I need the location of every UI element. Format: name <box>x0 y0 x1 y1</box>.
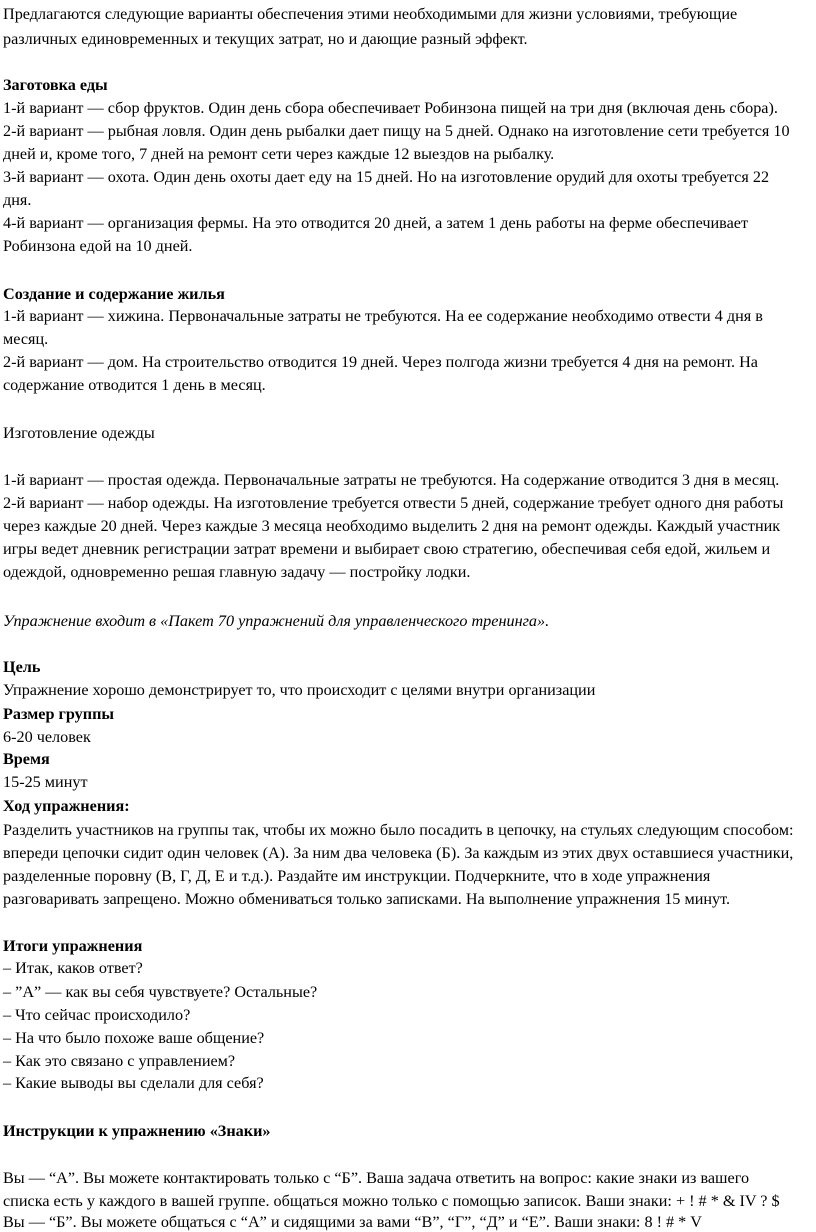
results-item: – Итак, каков ответ? <box>3 959 143 977</box>
procedure-line: впереди цепочки сидит один человек (А). За ним два человека (Б). За каждым из этих двух оставшиеся участники, <box>3 844 794 862</box>
goal-heading: Цель <box>3 658 41 676</box>
food-line: 4-й вариант — организация фермы. На это отводится 20 дней, а затем 1 день работы на ферме обеспечивает <box>3 214 749 232</box>
results-item: – Какие выводы вы сделали для себя? <box>3 1074 264 1092</box>
intro-line: различных единовременных и текущих затрат, но и дающие разный эффект. <box>3 30 528 48</box>
intro-line: Предлагаются следующие варианты обеспечения этими необходимыми для жизни условиями, требующие <box>3 5 738 23</box>
food-line: 1-й вариант — сбор фруктов. Один день сбора обеспечивает Робинзона пищей на три дня (включая день сбора). <box>3 99 778 117</box>
instructions-heading: Инструкции к упражнению «Знаки» <box>3 1122 271 1140</box>
time-text: 15-25 минут <box>3 773 88 791</box>
food-line: дней и, кроме того, 7 дней на ремонт сети через каждые 12 выездов на рыбалку. <box>3 145 555 163</box>
instructions-line: Вы — “Б”. Вы можете общаться с “А” и сидящими за вами “В”, “Г”, “Д” и “Е”. Ваши знаки: 8 ! # * V <box>3 1213 702 1231</box>
group-size-heading: Размер группы <box>3 705 115 723</box>
procedure-line: разделенные поровну (В, Г, Д, Е и т.д.). Раздайте им инструкции. Подчеркните, что в ходе упражнения <box>3 867 711 885</box>
time-heading: Время <box>3 750 50 768</box>
instructions-line: списка есть у каждого в вашей группе. общаться можно только с помощью записок. Ваши знаки: + ! # * & IV ? $ <box>3 1192 780 1210</box>
results-item: – ”А” — как вы себя чувствуете? Остальные? <box>3 983 318 1001</box>
source-note: Упражнение входит в «Пакет 70 упражнений для управленческого тренинга». <box>3 612 550 630</box>
results-item: – Что сейчас происходило? <box>3 1006 191 1024</box>
clothing-line: одеждой, одновременно решая главную задачу — постройку лодки. <box>3 563 471 581</box>
results-item: – Как это связано с управлением? <box>3 1052 236 1070</box>
results-heading: Итоги упражнения <box>3 937 143 955</box>
procedure-heading: Ход упражнения: <box>3 797 130 815</box>
goal-text: Упражнение хорошо демонстрирует то, что происходит с целями внутри организации <box>3 681 596 699</box>
housing-line: месяц. <box>3 330 49 348</box>
food-line: дня. <box>3 191 32 209</box>
clothing-line: через каждые 20 дней. Через каждые 3 месяца необходимо выделить 2 дня на ремонт одежды. Каждый участник <box>3 517 781 535</box>
food-line: 3-й вариант — охота. Один день охоты дает еду на 15 дней. Но на изготовление орудий для охоты требуется 22 <box>3 168 770 186</box>
clothing-line: 1-й вариант — простая одежда. Первоначальные затраты не требуются. На содержание отводится 3 дня в месяц. <box>3 471 780 489</box>
food-heading: Заготовка еды <box>3 76 108 94</box>
procedure-line: разговаривать запрещено. Можно обмениваться только записками. На выполнение упражнения 15 минут. <box>3 890 731 908</box>
food-line: 2-й вариант — рыбная ловля. Один день рыбалки дает пищу на 5 дней. Однако на изготовление сети требуется 10 <box>3 122 790 140</box>
housing-line: 2-й вариант — дом. На строительство отводится 19 дней. Через полгода жизни требуется 4 дня на ремонт. На <box>3 353 758 371</box>
housing-line: 1-й вариант — хижина. Первоначальные затраты не требуются. На ее содержание необходимо отвести 4 дня в <box>3 307 763 325</box>
food-line: Робинзона едой на 10 дней. <box>3 237 193 255</box>
clothing-line: игры ведет дневник регистрации затрат времени и выбирает свою стратегию, обеспечивая себя едой, жильем и <box>3 540 771 558</box>
housing-heading: Создание и содержание жилья <box>3 285 225 303</box>
results-item: – На что было похоже ваше общение? <box>3 1029 265 1047</box>
housing-line: содержание отводится 1 день в месяц. <box>3 376 266 394</box>
clothing-line: 2-й вариант — набор одежды. На изготовление требуется отвести 5 дней, содержание требует одного дня работы <box>3 494 784 512</box>
instructions-line: Вы — “А”. Вы можете контактировать только с “Б”. Ваша задача ответить на вопрос: какие знаки из вашего <box>3 1169 750 1187</box>
procedure-line: Разделить участников на группы так, чтобы их можно было посадить в цепочку, на стульях следующим способом: <box>3 821 794 839</box>
group-size-text: 6-20 человек <box>3 728 91 746</box>
clothing-heading: Изготовление одежды <box>3 424 155 442</box>
